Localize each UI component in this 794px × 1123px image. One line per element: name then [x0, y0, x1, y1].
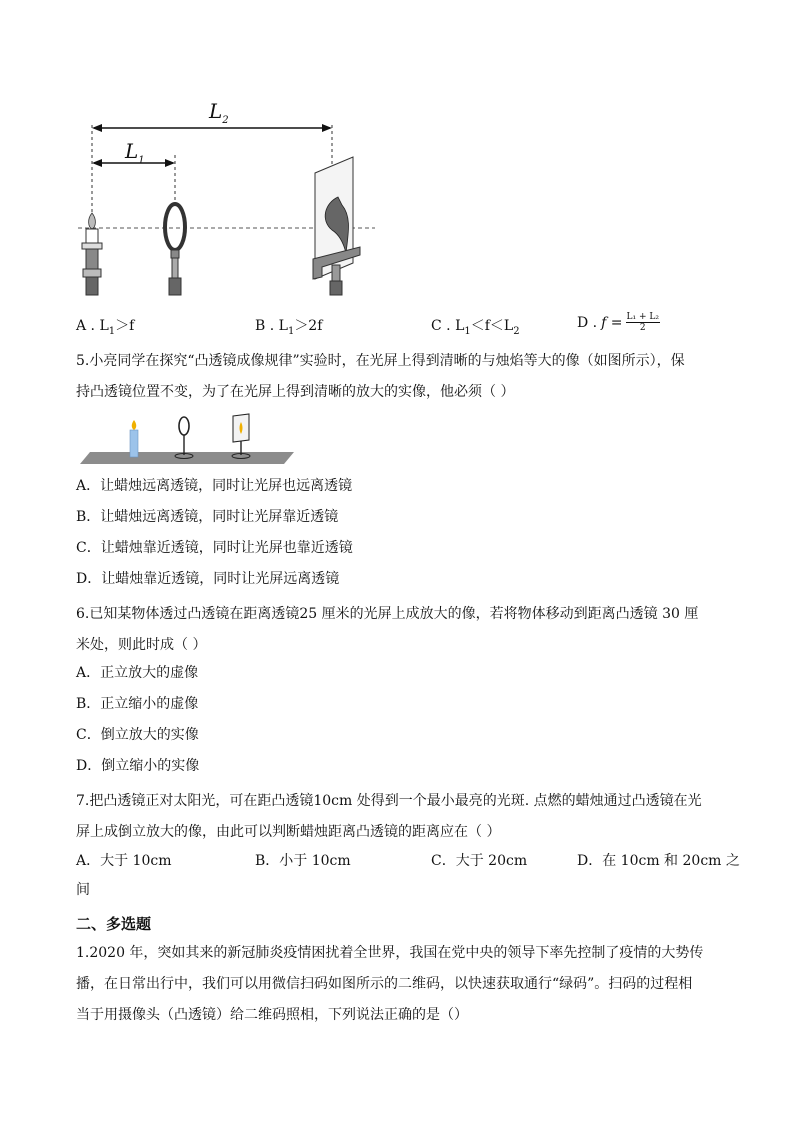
q4-option-d-lhs: f = — [601, 314, 623, 331]
q5-stem — [76, 346, 726, 408]
q4-option-c-mid: ＜f＜L — [470, 318, 514, 334]
q7-option-b[interactable]: B．小于 10cm — [255, 853, 351, 869]
q4-option-c-sub: 1 — [464, 325, 471, 337]
label-l2-text: L — [209, 99, 223, 123]
q7-option-a[interactable]: A．大于 10cm — [76, 853, 172, 869]
q5-option-b[interactable]: B．让蜡烛远离透镜，同时让光屏靠近透镜 — [76, 509, 339, 525]
candle-icon — [130, 420, 138, 457]
label-l1 — [125, 139, 145, 166]
q6-option-a[interactable]: A．正立放大的虚像 — [76, 665, 199, 681]
q4-option-c[interactable] — [431, 316, 520, 342]
label-l2-sub: 2 — [222, 115, 229, 126]
q4-option-d-fraction — [626, 312, 660, 333]
q5-option-c[interactable]: C．让蜡烛靠近透镜，同时让光屏也靠近透镜 — [76, 540, 353, 556]
q5-line-2: 持凸透镜位置不变，为了在光屏上得到清晰的放大的实像，他必须（ ） — [76, 384, 515, 400]
q4-option-a-suffix: ＞f — [115, 318, 135, 334]
q4-option-b[interactable] — [255, 316, 322, 342]
section-title-multiple-choice: 二、多选题 — [76, 915, 152, 933]
q4-option-a-sub: 1 — [108, 325, 116, 337]
q5-option-d[interactable]: D．让蜡烛靠近透镜，同时让光屏远离透镜 — [76, 571, 340, 587]
figure-optical-bench-simple — [78, 410, 300, 468]
q7-option-d-continued: 间 — [76, 882, 90, 898]
q4-option-d-prefix: D . — [577, 314, 598, 331]
q4-option-b-suffix: ＞2f — [294, 318, 323, 334]
convex-lens-icon — [165, 204, 185, 295]
q7-stem — [76, 786, 726, 848]
q6-option-c[interactable]: C．倒立放大的实像 — [76, 727, 199, 743]
q4-option-d[interactable] — [577, 312, 660, 333]
q7-line-1: 7.把凸透镜正对太阳光，可在距凸透镜10cm 处得到一个最小最亮的光斑. 点燃的蜡烛通过凸透镜在光 — [76, 793, 702, 809]
fraction-numerator: L₁ + L₂ — [626, 312, 659, 322]
mq1-line-2: 播，在日常出行中，我们可以用微信扫码如图所示的二维码，以快速获取通行“绿码”。扫码的过程相 — [76, 976, 693, 992]
q6-option-b[interactable]: B．正立缩小的虚像 — [76, 696, 199, 712]
mq1-line-1: 1.2020 年，突如其来的新冠肺炎疫情困扰着全世界，我国在党中央的领导下率先控制了疫情的大势传 — [76, 945, 704, 961]
fraction-denominator: 2 — [639, 323, 646, 333]
q6-line-1: 6.已知某物体透过凸透镜在距离透镜25 厘米的光屏上成放大的像，若将物体移动到距离凸透镜 30 厘 — [76, 606, 699, 622]
q4-option-c-prefix: C . L — [431, 318, 465, 334]
q5-line-1: 5.小亮同学在探究“凸透镜成像规律”实验时，在光屏上得到清晰的与烛焰等大的像（如图所示），保 — [76, 353, 685, 369]
figure-optical-bench-distances — [70, 95, 390, 305]
light-screen-icon — [232, 414, 250, 459]
q4-option-a[interactable] — [76, 316, 134, 342]
q7-line-2: 屏上成倒立放大的像，由此可以判断蜡烛距离凸透镜的距离应在（ ） — [76, 824, 501, 840]
q4-option-a-prefix: A . L — [76, 318, 109, 334]
label-l1-sub: 1 — [138, 155, 145, 166]
q7-option-d[interactable]: D．在 10cm 和 20cm 之 — [577, 853, 740, 869]
q6-line-2: 米处，则此时成（ ） — [76, 637, 207, 653]
candle-icon — [82, 213, 102, 295]
q7-option-c[interactable]: C．大于 20cm — [431, 853, 528, 869]
label-l2 — [209, 99, 229, 126]
q5-option-a[interactable]: A．让蜡烛远离透镜，同时让光屏也远离透镜 — [76, 478, 353, 494]
q6-option-d[interactable]: D．倒立缩小的实像 — [76, 758, 200, 774]
mq1-stem — [76, 938, 726, 1031]
label-l1-text: L — [125, 139, 139, 163]
mq1-line-3: 当于用摄像头（凸透镜）给二维码照相，下列说法正确的是（） — [76, 1007, 468, 1023]
q6-stem — [76, 599, 726, 661]
q4-option-b-sub: 1 — [287, 325, 295, 337]
q4-option-c-sub2: 2 — [513, 325, 520, 337]
light-screen-icon — [313, 157, 360, 295]
q4-option-b-prefix: B . L — [255, 318, 288, 334]
